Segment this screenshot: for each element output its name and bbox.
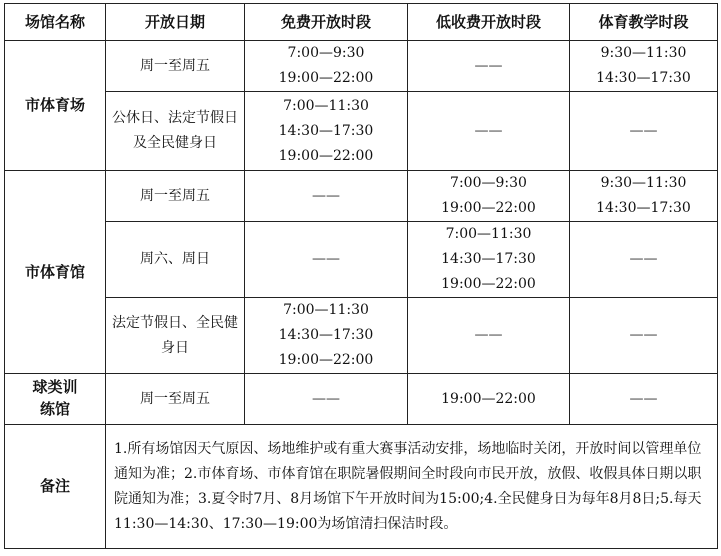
note-text: 1.所有场馆因天气原因、场地维护或有重大赛事活动安排，场地临时关闭，开放时间以管理单位通知为准；2.市体育场、市体育馆在职院暑假期间全时段向市民开放，放假、收假具体日期以职院通知为准；3.夏令时7月、8月场馆下午开放时间为15:00;4.全民健身日为每年8月8日;5.每天11:30—14:30、17:30—19:00为场馆清扫保洁时段。 [106, 425, 718, 549]
empty-dash: —— [312, 251, 340, 267]
time-slot: 9:30—11:30 [600, 45, 687, 61]
time-slot: 19:00—22:00 [278, 70, 374, 86]
empty-dash: —— [629, 122, 658, 139]
low-cell [408, 171, 570, 222]
free-cell [245, 92, 408, 171]
header-teach: 体育教学时段 [570, 4, 718, 41]
table-row [5, 92, 718, 171]
free-cell [245, 298, 408, 374]
low-cell [408, 374, 570, 425]
teach-cell [570, 41, 718, 92]
time-slot: 19:00—22:00 [441, 390, 536, 407]
date-cell: 公休日、法定节假日及全民健身日 [106, 92, 245, 171]
teach-cell [570, 298, 718, 374]
date-cell: 周一至周五 [106, 41, 245, 92]
empty-dash: —— [629, 390, 658, 407]
free-cell [245, 374, 408, 425]
header-date: 开放日期 [106, 4, 245, 41]
time-slot: 7:00—11:30 [283, 97, 369, 114]
time-slot: 7:00—11:30 [283, 302, 369, 318]
time-slot: 7:00—9:30 [287, 45, 365, 61]
schedule-table [4, 3, 718, 549]
table-row [5, 171, 718, 222]
time-slot: 7:00—9:30 [450, 175, 527, 191]
free-cell [245, 171, 408, 222]
date-cell: 周一至周五 [106, 171, 245, 222]
time-slot: 19:00—22:00 [278, 147, 374, 164]
date-cell: 周六、周日 [106, 222, 245, 298]
venue-name-text: 球类训练馆 [32, 378, 78, 418]
empty-dash: —— [474, 57, 503, 74]
venue-name: 市体育场 [5, 41, 106, 171]
time-slot: 19:00—22:00 [441, 200, 536, 216]
time-slot: 14:30—17:30 [278, 122, 374, 139]
venue-name [5, 374, 106, 425]
time-slot: 14:30—17:30 [596, 70, 691, 86]
free-cell [245, 41, 408, 92]
venue-name: 市体育馆 [5, 171, 106, 374]
note-label: 备注 [5, 425, 106, 549]
teach-cell [570, 92, 718, 171]
date-cell: 周一至周五 [106, 374, 245, 425]
low-cell [408, 92, 570, 171]
table-row [5, 41, 718, 92]
teach-cell [570, 374, 718, 425]
time-slot: 14:30—17:30 [596, 200, 691, 216]
time-slot: 19:00—22:00 [278, 352, 374, 368]
table-row [5, 374, 718, 425]
header-low: 低收费开放时段 [408, 4, 570, 41]
empty-dash: —— [312, 390, 340, 407]
header-venue: 场馆名称 [5, 4, 106, 41]
empty-dash: —— [474, 122, 503, 139]
low-cell [408, 41, 570, 92]
header-free: 免费开放时段 [245, 4, 408, 41]
teach-cell [570, 222, 718, 298]
empty-dash: —— [629, 251, 658, 267]
empty-dash: —— [474, 327, 503, 343]
header-row [5, 4, 718, 41]
low-cell [408, 222, 570, 298]
time-slot: 9:30—11:30 [600, 175, 687, 191]
time-slot: 14:30—17:30 [441, 251, 536, 267]
note-row [5, 425, 718, 549]
date-cell: 法定节假日、全民健身日 [106, 298, 245, 374]
table-row [5, 298, 718, 374]
free-cell [245, 222, 408, 298]
time-slot: 7:00—11:30 [445, 226, 532, 242]
empty-dash: —— [312, 187, 340, 204]
teach-cell [570, 171, 718, 222]
time-slot: 19:00—22:00 [441, 276, 536, 292]
time-slot: 14:30—17:30 [278, 327, 374, 343]
low-cell [408, 298, 570, 374]
table-row [5, 222, 718, 298]
empty-dash: —— [629, 327, 658, 343]
